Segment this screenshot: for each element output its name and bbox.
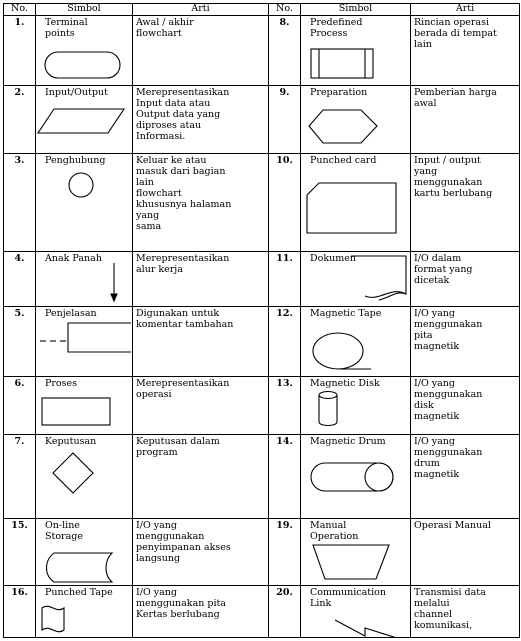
meaning-text: Awal / akhir flowchart [136,17,194,39]
decision-icon [36,435,133,519]
meaning-cell [133,307,269,377]
meaning-cell [411,377,520,435]
row-number: 14. [269,435,301,519]
magnetic-disk-icon [301,377,411,435]
meaning-cell [411,307,520,377]
meaning-text: Pemberian harga awal [414,87,497,109]
punched-tape-icon [36,586,133,638]
annotation-icon [36,307,133,377]
symbol-cell [301,586,411,638]
meaning-cell [411,16,520,86]
preparation-icon [301,86,411,154]
meaning-cell [133,86,269,154]
table-row [4,519,520,586]
table-row [4,86,520,154]
process-icon [36,377,133,435]
meaning-text: Transmisi data melalui channel komunikasi, [414,587,486,631]
header-meaning: Arti [133,4,269,16]
row-number: 6. [4,377,36,435]
meaning-cell [411,252,520,307]
symbol-name: Penjelasan [45,308,97,319]
meaning-cell [133,586,269,638]
symbol-cell [36,435,133,519]
row-number: 2. [4,86,36,154]
terminal-icon [36,16,133,86]
symbol-cell [301,435,411,519]
symbol-name: Dokumen [310,253,356,264]
row-number: 13. [269,377,301,435]
meaning-text: Keputusan dalam program [136,436,220,458]
row-number: 7. [4,435,36,519]
meaning-cell [133,252,269,307]
symbol-name: Punched card [310,155,377,166]
symbol-name: Proses [45,378,78,389]
meaning-text: I/O yang menggunakan penyimpanan akses langsung [136,520,231,564]
symbol-cell [301,519,411,586]
row-number: 1. [4,16,36,86]
header-row [4,4,520,16]
symbol-name: Magnetic Disk [310,378,380,389]
symbol-cell [36,86,133,154]
meaning-text: I/O yang menggunakan drum magnetik [414,436,483,480]
symbol-cell [301,86,411,154]
symbol-name: Preparation [310,87,368,98]
symbol-name: Terminal points [45,17,88,39]
symbol-name: Magnetic Drum [310,436,386,447]
symbol-name: Magnetic Tape [310,308,382,319]
symbol-cell [36,16,133,86]
symbol-cell [301,16,411,86]
header-symbol: Simbol [301,4,411,16]
row-number: 9. [269,86,301,154]
meaning-text: Operasi Manual [414,520,491,531]
meaning-text: Digunakan untuk komentar tambahan [136,308,234,330]
symbol-name: Punched Tape [45,587,113,598]
symbol-name: Input/Output [45,87,108,98]
meaning-cell [133,519,269,586]
symbol-name: Keputusan [45,436,97,447]
meaning-cell [411,154,520,252]
table-row [4,435,520,519]
meaning-text: I/O yang menggunakan pita Kertas berlubang [136,587,226,620]
symbol-name: Communication Link [310,587,386,609]
connector-icon [36,154,133,252]
symbol-cell [36,252,133,307]
header-no: No. [269,4,301,16]
symbol-cell [36,586,133,638]
symbol-cell [301,377,411,435]
row-number: 11. [269,252,301,307]
meaning-text: Merepresentasikan Input data atau Output data yang diproses atau Informasi. [136,87,230,142]
symbol-name: Anak Panah [45,253,102,264]
meaning-cell [411,86,520,154]
symbol-cell [301,252,411,307]
meaning-cell [133,435,269,519]
communication-link-icon [301,586,411,638]
symbol-cell [36,154,133,252]
row-number: 19. [269,519,301,586]
symbol-name: Penghubung [45,155,106,166]
symbol-cell [301,154,411,252]
document-icon [301,252,411,307]
symbol-name: Manual Operation [310,520,359,542]
table-row [4,307,520,377]
row-number: 3. [4,154,36,252]
meaning-text: Merepresentasikan alur kerja [136,253,230,275]
row-number: 16. [4,586,36,638]
header-no: No. [4,4,36,16]
online-storage-icon [36,519,133,586]
magnetic-drum-icon [301,435,411,519]
manual-operation-icon [301,519,411,586]
row-number: 20. [269,586,301,638]
meaning-text: I/O yang menggunakan disk magnetik [414,378,483,422]
meaning-text: Input / output yang menggunakan kartu berlubang [414,155,493,199]
row-number: 5. [4,307,36,377]
meaning-cell [411,435,520,519]
table-row [4,377,520,435]
input-output-icon [36,86,133,154]
table-row [4,16,520,86]
header-symbol: Simbol [36,4,133,16]
row-number: 12. [269,307,301,377]
punched-card-icon [301,154,411,252]
meaning-text: I/O dalam format yang dicetak [414,253,473,286]
row-number: 10. [269,154,301,252]
table-row [4,586,520,638]
table-row [4,252,520,307]
arrow-down-icon [36,252,133,307]
meaning-cell [411,586,520,638]
header-meaning: Arti [411,4,520,16]
symbol-cell [36,307,133,377]
row-number: 4. [4,252,36,307]
table-row [4,154,520,252]
symbol-cell [36,519,133,586]
meaning-text: Merepresentasikan operasi [136,378,230,400]
symbol-name: On-line Storage [45,520,83,542]
row-number: 8. [269,16,301,86]
meaning-cell [133,16,269,86]
meaning-text: I/O yang menggunakan pita magnetik [414,308,483,352]
flowchart-symbols-table [3,3,520,638]
symbol-cell [36,377,133,435]
symbol-name: Predefined Process [310,17,363,39]
meaning-text: Rincian operasi berada di tempat lain [414,17,497,50]
symbol-cell [301,307,411,377]
row-number: 15. [4,519,36,586]
meaning-text: Keluar ke atau masuk dari bagian lain flowchart khususnya halaman yang sama [136,155,232,232]
magnetic-tape-icon [301,307,411,377]
meaning-cell [411,519,520,586]
meaning-cell [133,154,269,252]
meaning-cell [133,377,269,435]
predefined-process-icon [301,16,411,86]
